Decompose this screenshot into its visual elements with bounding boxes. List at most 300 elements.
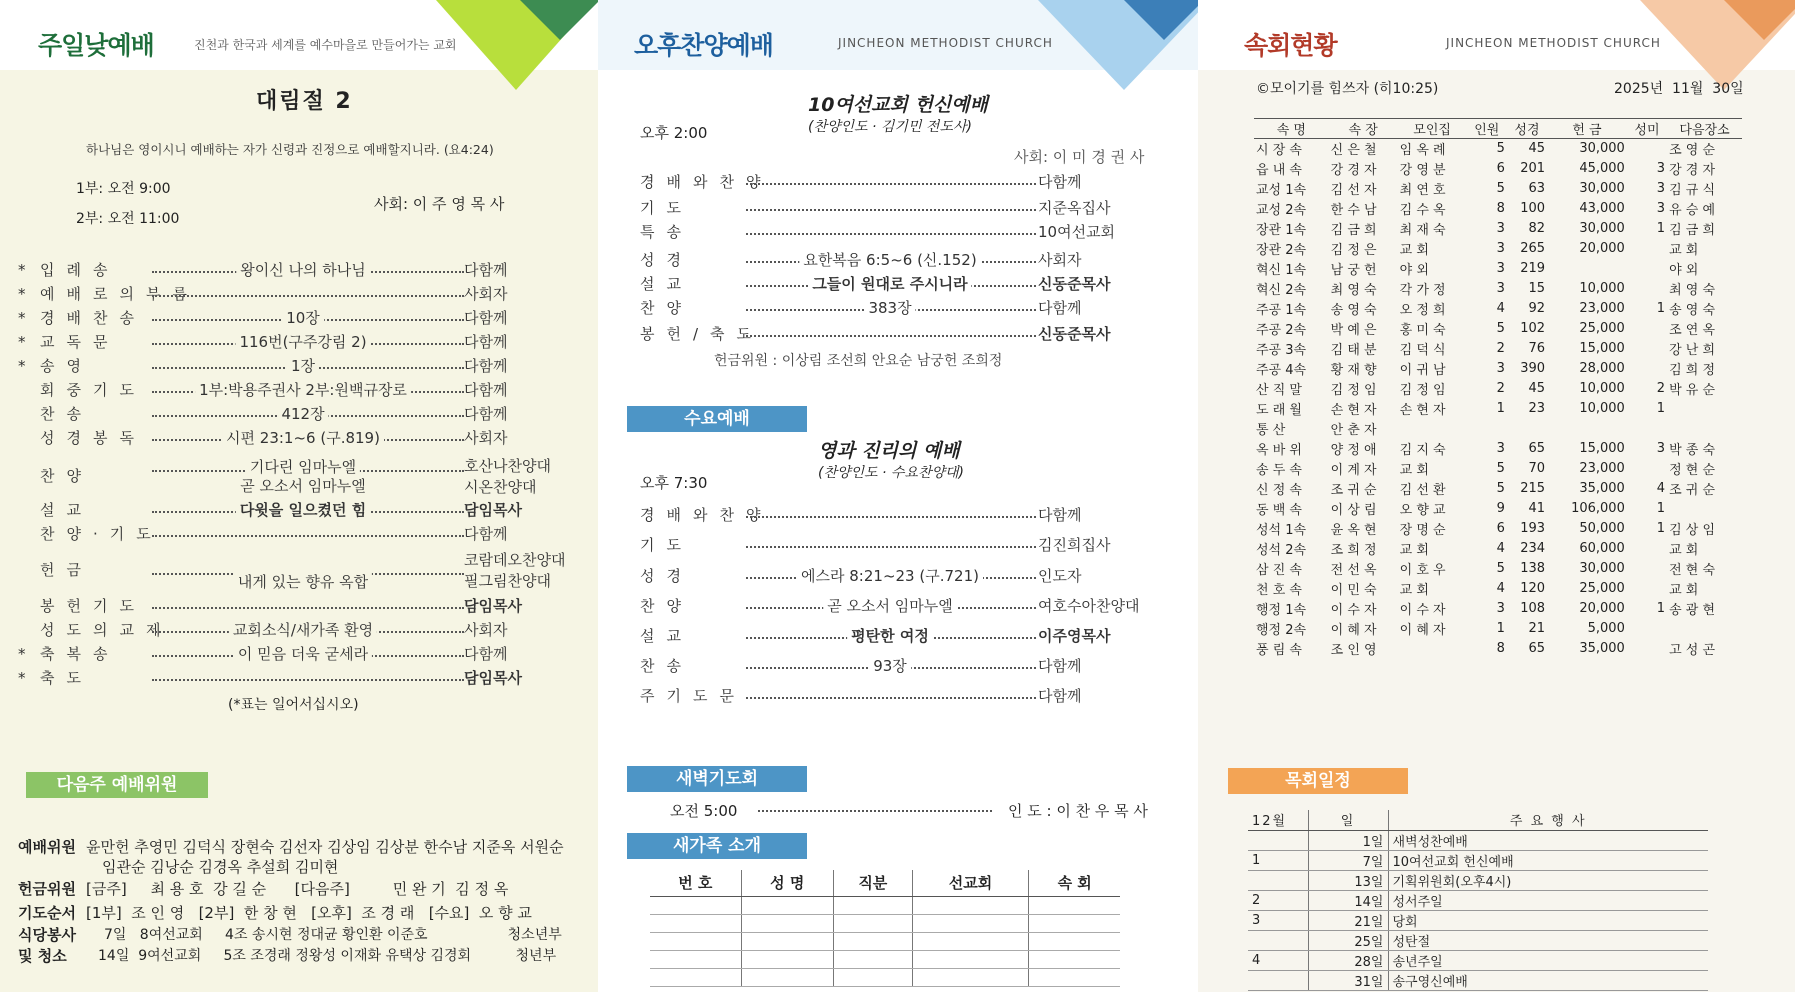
table-cell: 송 영 숙: [1669, 303, 1716, 318]
table-row: [1248, 890, 1708, 910]
wednesday-service-badge: 수요예배: [627, 406, 807, 432]
service-title: 10여선교회 헌신예배: [808, 94, 988, 116]
table-cell: 윤 옥 현: [1330, 523, 1377, 538]
table-cell: 삼 진 속: [1256, 563, 1302, 578]
table-cell: 최 재 숙: [1399, 223, 1446, 238]
table-cell: 14일: [1308, 890, 1388, 910]
order-label: 기도: [640, 536, 693, 554]
table-cell: 김 선 자: [1330, 183, 1377, 198]
table-cell: 138: [1520, 561, 1546, 576]
table-cell: [1627, 559, 1667, 579]
table-cell: 2: [1496, 341, 1505, 356]
table-cell: 106,000: [1571, 501, 1625, 516]
schedule-table: [1248, 810, 1708, 991]
order-item: [640, 198, 1180, 218]
order-item: [640, 250, 1180, 270]
wednesday-service-time: 오후 7:30: [640, 474, 708, 492]
order-content: 교회소식/새가족 환영: [229, 620, 377, 640]
table-cell: 손 현 자: [1399, 403, 1446, 418]
table-cell: 3: [1496, 601, 1505, 616]
order-content: 383장: [864, 298, 915, 318]
order-content: 내게 있는 향유 옥합: [234, 572, 372, 592]
table-row: [1254, 499, 1742, 519]
table-cell: 임 옥 례: [1399, 143, 1446, 159]
table-cell: 행정 1속: [1256, 603, 1307, 618]
table-cell: 31일: [1308, 970, 1388, 990]
motto: ©모이기를 힘쓰자 (히10:25): [1256, 81, 1439, 97]
table-cell: 황 재 향: [1330, 363, 1377, 378]
table-row: [1254, 299, 1742, 319]
order-item: [640, 626, 1180, 646]
table-cell: 이 민 숙: [1330, 583, 1377, 598]
table-cell: 최 영 숙: [1669, 283, 1716, 298]
order-performer: 다함께: [464, 644, 590, 664]
table-cell: 13일: [1308, 870, 1388, 890]
dawn-prayer-leader-dots: [758, 810, 992, 812]
table-cell: 오 향 교: [1399, 503, 1446, 518]
table-cell: 혁신 1속: [1256, 263, 1307, 278]
table-cell: 234: [1520, 541, 1546, 556]
table-cell: 이 혜 자: [1399, 623, 1446, 638]
order-performer: 다함께: [464, 260, 590, 280]
table-cell: 성서주일: [1388, 890, 1708, 910]
order-performer: 사회자: [1038, 250, 1156, 270]
dawn-prayer-time: 오전 5:00: [670, 802, 738, 820]
table-row: [1254, 319, 1742, 339]
table-row: [1254, 139, 1742, 159]
order-label: 송영: [40, 357, 93, 375]
order-label: 찬양: [40, 467, 93, 485]
table-cell: 김 상 임: [1669, 523, 1716, 538]
table-cell: 야 외: [1669, 263, 1699, 278]
table-cell: 1: [1656, 521, 1666, 536]
table-row: [1254, 199, 1742, 219]
table-cell: 45,000: [1579, 161, 1625, 176]
order-label: 설교: [640, 275, 693, 293]
table-cell: 76: [1528, 341, 1546, 356]
table-cell: 최 연 호: [1399, 183, 1446, 198]
order-star: *: [18, 261, 26, 279]
table-cell: 3: [1496, 441, 1505, 456]
table-cell: 1: [1248, 850, 1308, 870]
table-cell: 3: [1656, 201, 1666, 216]
table-cell: 23,000: [1579, 301, 1625, 316]
cell-group-panel: [1198, 0, 1795, 992]
table-cell: 교 회: [1399, 583, 1429, 598]
order-content: 이 믿음 더욱 굳세라: [234, 644, 372, 664]
table-cell: 65: [1528, 641, 1546, 656]
table-row: [650, 932, 1120, 950]
order-label: 축복송: [40, 645, 120, 663]
leader-dots: [746, 516, 1036, 518]
order-label: 봉헌기도: [40, 597, 146, 615]
table-cell: 10,000: [1579, 281, 1625, 296]
table-row: [650, 968, 1120, 986]
table-cell: 주공 1속: [1256, 303, 1307, 318]
table-cell: 82: [1528, 221, 1546, 236]
report-date: 2025년 11월 30일: [1614, 81, 1744, 97]
table-row: [1248, 930, 1708, 950]
table-cell: 송년주일: [1388, 950, 1708, 970]
order-star: *: [18, 285, 26, 303]
table-cell: [1627, 579, 1667, 599]
table-cell: 10,000: [1579, 381, 1625, 396]
table-cell: 4: [1248, 950, 1308, 970]
col-header: 속 회: [1029, 870, 1120, 896]
table-cell: 92: [1528, 301, 1546, 316]
table-row: [1254, 559, 1742, 579]
order-item: [640, 172, 1180, 192]
table-cell: 동 백 속: [1256, 503, 1302, 518]
meal-row: 7일 8여선교회 4조 송시현 정대균 황인환 이준호 청소년부: [104, 927, 562, 943]
leader-dots: [746, 209, 1036, 211]
table-cell: 1: [1656, 501, 1666, 516]
leader-dots: [746, 697, 1036, 699]
table-cell: 5: [1496, 181, 1505, 196]
order-performer: 다함께: [1038, 172, 1156, 192]
order-item: [640, 566, 1180, 586]
order-content: 1장: [287, 356, 319, 376]
cell-group-table: [1254, 118, 1742, 659]
order-star: *: [18, 669, 26, 687]
table-cell: [1547, 259, 1627, 279]
leader-dots: [746, 335, 1036, 337]
order-label: 찬송: [40, 405, 93, 423]
order-content: 412장: [277, 404, 328, 424]
table-cell: 20,000: [1579, 241, 1625, 256]
new-family-table: [650, 870, 1120, 987]
leader-dots: [152, 679, 464, 681]
order-item: [18, 380, 578, 400]
table-cell: [1667, 419, 1742, 439]
table-row: [1254, 479, 1742, 499]
table-cell: 김 금 희: [1330, 223, 1377, 238]
table-cell: 김 정 임: [1330, 383, 1377, 398]
table-cell: 28,000: [1579, 361, 1625, 376]
order-item: [18, 551, 578, 591]
table-cell: 3: [1248, 910, 1308, 930]
order-star: *: [18, 357, 26, 375]
order-item: [640, 324, 1180, 344]
table-cell: 김 정 은: [1330, 243, 1377, 258]
table-cell: 25일: [1308, 930, 1388, 950]
table-cell: 이 호 우: [1399, 563, 1446, 578]
order-content: 곧 오소서 임마누엘: [823, 596, 956, 616]
table-row: [1254, 599, 1742, 619]
table-cell: 120: [1520, 581, 1546, 596]
table-cell: 100: [1520, 201, 1546, 216]
table-cell: 4: [1656, 481, 1666, 496]
col-header: 주 요 행 사: [1388, 810, 1708, 830]
table-cell: 야 외: [1399, 263, 1429, 278]
order-label: 주기도문: [640, 687, 746, 705]
leader-dots: [152, 295, 464, 297]
order-performer: 다함께: [464, 332, 590, 352]
table-cell: 박 종 숙: [1669, 443, 1716, 458]
table-cell: 1일: [1308, 830, 1388, 850]
table-row: [1248, 910, 1708, 930]
order-performer: 사회자: [464, 620, 590, 640]
table-cell: 주공 2속: [1256, 323, 1307, 338]
table-cell: 조 인 영: [1330, 643, 1377, 658]
table-row: [1254, 259, 1742, 279]
table-cell: 4: [1496, 581, 1505, 596]
order-label: 경배찬송: [40, 309, 146, 327]
table-cell: 장관 2속: [1256, 243, 1307, 258]
table-cell: 주공 3속: [1256, 343, 1307, 358]
table-row: [1254, 239, 1742, 259]
service-leader: 사회: 이 미 경 권 사: [1014, 148, 1145, 166]
table-cell: 65: [1528, 441, 1546, 456]
table-cell: 이 수 자: [1399, 603, 1446, 618]
col-header: 모인집: [1398, 119, 1467, 139]
col-header: 속 명: [1254, 119, 1329, 139]
table-cell: 이 계 자: [1330, 463, 1377, 478]
table-cell: 63: [1528, 181, 1546, 196]
table-cell: 102: [1520, 321, 1546, 336]
table-cell: 3: [1656, 161, 1666, 176]
order-label: 예배로의부름: [40, 285, 199, 303]
table-cell: 최 영 숙: [1330, 283, 1377, 298]
table-cell: 김 정 임: [1399, 383, 1446, 398]
table-cell: 교 회: [1669, 543, 1699, 558]
order-performer: 사회자: [464, 428, 590, 448]
wednesday-service-subtitle: (찬양인도 · 수요찬양대): [818, 465, 964, 481]
afternoon-service-panel: [598, 0, 1198, 992]
table-cell: [1627, 619, 1667, 639]
order-content: 시편 23:1~6 (구.819): [222, 428, 384, 448]
order-performer: 사회자: [464, 284, 590, 304]
table-row: [1248, 830, 1708, 850]
table-cell: 당회: [1388, 910, 1708, 930]
table-cell: 풍 림 속: [1256, 643, 1302, 658]
table-cell: 전 선 옥: [1330, 563, 1377, 578]
prayer-order: [1부] 조 인 영 [2부] 한 창 현 [오후] 조 경 래 [수요] 오 향 교: [86, 904, 532, 922]
church-motto: 진천과 한국과 세계를 예수마을로 만들어가는 교회: [194, 38, 457, 52]
order-content: 10장: [282, 308, 324, 328]
panel-title: 오후찬양예배: [634, 31, 773, 60]
table-cell: 25,000: [1579, 581, 1625, 596]
order-performer: 다함께: [464, 380, 590, 400]
table-cell: [1667, 619, 1742, 639]
order-label: 성경봉독: [40, 429, 146, 447]
leader-dots: [746, 233, 1036, 235]
table-cell: 교성 2속: [1256, 203, 1307, 218]
table-cell: 5: [1496, 561, 1505, 576]
table-cell: 30,000: [1579, 221, 1625, 236]
table-cell: 이 수 자: [1330, 603, 1377, 618]
table-cell: 송 두 속: [1256, 463, 1302, 478]
table-cell: 3: [1656, 441, 1666, 456]
leader-dots: [746, 183, 1036, 185]
col-header: 직분: [833, 870, 912, 896]
table-cell: 김 규 식: [1669, 183, 1716, 198]
order-performer: 다함께: [1038, 505, 1156, 525]
table-cell: [1467, 419, 1507, 439]
order-item: [18, 524, 578, 544]
table-cell: 3: [1496, 361, 1505, 376]
table-cell: 45: [1528, 381, 1546, 396]
col-header: 성경: [1507, 119, 1547, 139]
order-label: 특송: [640, 223, 693, 241]
order-label: 찬양: [640, 299, 693, 317]
table-cell: 60,000: [1579, 541, 1625, 556]
advent-title: 대림절 2: [256, 89, 353, 114]
table-cell: 20,000: [1579, 601, 1625, 616]
table-cell: [1248, 870, 1308, 890]
table-cell: 9: [1496, 501, 1505, 516]
order-item: [18, 404, 578, 424]
table-cell: 30,000: [1579, 561, 1625, 576]
prayer-label: 기도순서: [18, 904, 76, 922]
order-star: *: [18, 333, 26, 351]
table-cell: 산 직 말: [1256, 383, 1302, 398]
table-cell: 3: [1496, 221, 1505, 236]
table-cell: 43,000: [1579, 201, 1625, 216]
table-cell: 35,000: [1579, 481, 1625, 496]
table-cell: 1: [1496, 621, 1505, 636]
table-cell: 조 귀 순: [1669, 483, 1716, 498]
second-service-time: 2부: 오전 11:00: [76, 211, 180, 227]
table-row: [1248, 950, 1708, 970]
table-cell: 혁신 2속: [1256, 283, 1307, 298]
table-cell: [1627, 359, 1667, 379]
church-name: JINCHEON METHODIST CHURCH: [838, 36, 1053, 50]
table-cell: 교 회: [1669, 243, 1699, 258]
table-row: [1254, 539, 1742, 559]
table-cell: 한 수 남: [1330, 203, 1377, 218]
table-row: [650, 896, 1120, 914]
table-row: [1254, 159, 1742, 179]
table-cell: 조 귀 순: [1330, 483, 1377, 498]
meal-label-2: 및 청소: [18, 947, 67, 965]
offering-label: 헌금위원: [18, 880, 76, 898]
order-performer: 이주영목사: [1038, 626, 1156, 646]
offering-members: [금주] 최 용 호 강 길 순 [다음주] 민 완 기 김 정 옥: [86, 880, 509, 898]
table-cell: 30,000: [1579, 141, 1625, 157]
col-header: 번 호: [650, 870, 741, 896]
table-row: [1254, 279, 1742, 299]
table-cell: 25,000: [1579, 321, 1625, 336]
table-cell: [1627, 339, 1667, 359]
table-cell: [1398, 639, 1467, 659]
table-cell: 23: [1528, 401, 1546, 416]
order-item: [640, 298, 1180, 318]
order-performer: 신동준목사: [1038, 324, 1156, 344]
table-cell: 주공 4속: [1256, 363, 1307, 378]
table-cell: 3: [1656, 181, 1666, 196]
order-content: 요한복음 6:5~6 (신.152): [799, 250, 980, 270]
order-label: 축도: [40, 669, 93, 687]
table-cell: 김 희 정: [1669, 363, 1716, 378]
sunday-service-panel: [0, 0, 598, 992]
order-label: 헌금: [40, 561, 93, 579]
service-time: 오후 2:00: [640, 124, 708, 142]
order-item: [18, 332, 578, 352]
table-cell: [1667, 399, 1742, 419]
table-cell: 8: [1496, 201, 1505, 216]
order-item: [18, 428, 578, 448]
order-content: 에스라 8:21~23 (구.721): [797, 566, 983, 586]
table-cell: 41: [1528, 501, 1546, 516]
church-name: JINCHEON METHODIST CHURCH: [1446, 36, 1661, 50]
order-item: [18, 457, 578, 496]
table-row: [1254, 339, 1742, 359]
panel-title: 주일낮예배: [38, 31, 154, 60]
table-cell: [1248, 970, 1308, 990]
order-star: *: [18, 645, 26, 663]
standing-note: (*표는 일어서십시오): [228, 697, 359, 713]
table-row: [1254, 439, 1742, 459]
order-performer: 다함께: [464, 404, 590, 424]
table-row: [650, 914, 1120, 932]
order-performer: 다함께: [1038, 686, 1156, 706]
table-cell: 1: [1656, 301, 1666, 316]
table-cell: 15,000: [1579, 441, 1625, 456]
table-cell: 15,000: [1579, 341, 1625, 356]
table-cell: 신 은 철: [1330, 143, 1377, 159]
table-cell: 5,000: [1587, 621, 1625, 636]
col-header: 성미: [1627, 119, 1667, 139]
table-cell: 홍 미 숙: [1399, 323, 1446, 338]
order-performer: 신동준목사: [1038, 274, 1156, 294]
order-item: [18, 356, 578, 376]
first-service-time: 1부: 오전 9:00: [76, 181, 171, 197]
table-cell: [1627, 259, 1667, 279]
offering-committee: 헌금위원 : 이상림 조선희 안요순 남궁헌 조희정: [714, 353, 1003, 369]
table-row: [1254, 619, 1742, 639]
table-cell: 8: [1496, 641, 1505, 656]
table-cell: 219: [1520, 261, 1546, 276]
order-star: *: [18, 309, 26, 327]
order-label: 교독문: [40, 333, 120, 351]
order-label: 찬양·기도: [40, 525, 163, 543]
order-content: 왕이신 나의 하나님: [236, 260, 369, 280]
table-cell: 108: [1520, 601, 1546, 616]
table-cell: 천 호 속: [1256, 583, 1302, 598]
order-label: 찬송: [640, 657, 693, 675]
dawn-prayer-leader: 인 도 : 이 찬 우 목 사: [1008, 802, 1148, 820]
table-cell: 5: [1496, 481, 1505, 496]
table-cell: 기획위원회(오후4시): [1388, 870, 1708, 890]
table-row: [1248, 970, 1708, 990]
table-cell: 장관 1속: [1256, 223, 1307, 238]
order-item: [640, 686, 1180, 706]
table-cell: 3: [1496, 281, 1505, 296]
order-item: [640, 656, 1180, 676]
order-performer: 코람데오찬양대: [464, 550, 590, 570]
table-cell: 송 영 숙: [1330, 303, 1377, 318]
table-cell: 10여선교회 헌신예배: [1388, 850, 1708, 870]
table-row: [1254, 359, 1742, 379]
order-item: [640, 535, 1180, 555]
table-cell: 201: [1520, 161, 1546, 176]
table-cell: 5: [1496, 461, 1505, 476]
table-cell: 행정 2속: [1256, 623, 1307, 638]
table-cell: 성석 2속: [1256, 543, 1307, 558]
order-content: 평탄한 여정: [847, 626, 933, 646]
panel-title: 속회현황: [1244, 31, 1337, 60]
order-performer-2: 필그림찬양대: [464, 571, 590, 591]
table-cell: 김 덕 식: [1399, 343, 1446, 358]
next-week-committee-badge: 다음주 예배위원: [26, 772, 208, 798]
scripture-verse: 하나님은 영이시니 예배하는 자가 신령과 진정으로 예배할지니라. (요4:24): [86, 142, 494, 157]
table-cell: [1507, 419, 1547, 439]
order-performer: 여호수아찬양대: [1038, 596, 1156, 616]
table-cell: 남 궁 헌: [1330, 263, 1377, 278]
table-cell: 21: [1528, 621, 1546, 636]
table-cell: 교성 1속: [1256, 183, 1307, 198]
